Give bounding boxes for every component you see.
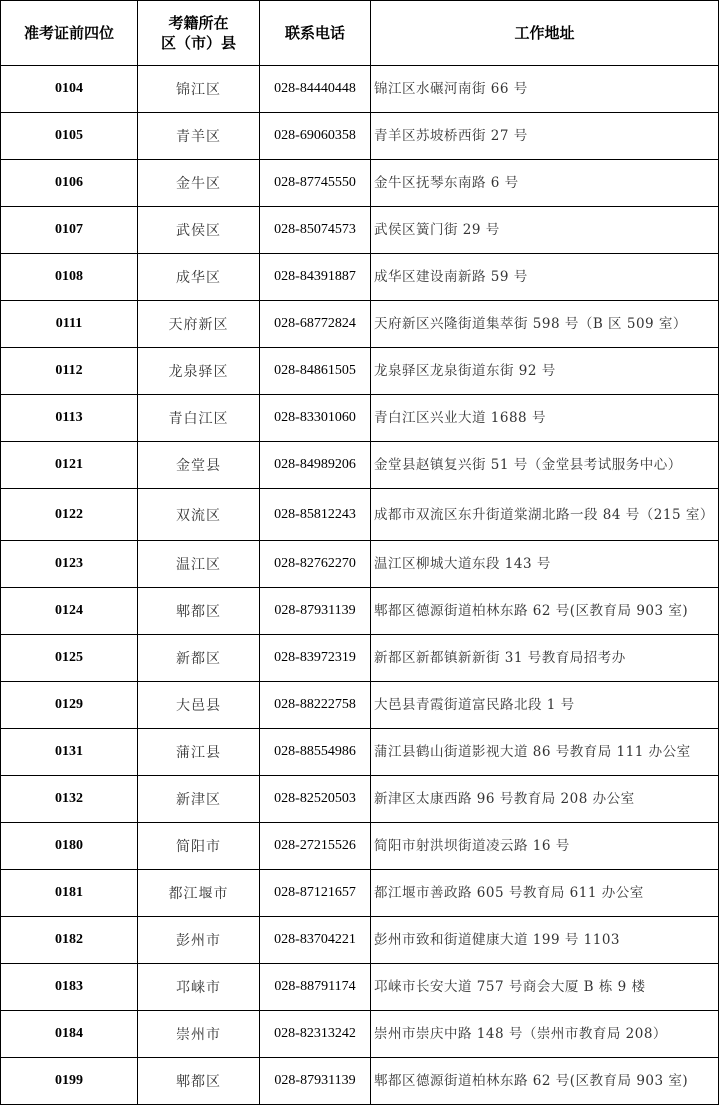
address-cell: 都江堰市善政路 605 号教育局 611 办公室 (371, 870, 719, 917)
address-cell: 简阳市射洪坝街道凌云路 16 号 (371, 823, 719, 870)
exam-code-cell: 0184 (1, 1011, 138, 1058)
address-cell: 金牛区抚琴东南路 6 号 (371, 160, 719, 207)
address-cell: 金堂县赵镇复兴街 51 号（金堂县考试服务中心） (371, 442, 719, 489)
exam-code-cell: 0111 (1, 301, 138, 348)
table-row (1, 823, 719, 870)
district-cell: 新津区 (138, 776, 260, 823)
district-cell: 双流区 (138, 489, 260, 541)
district-cell: 天府新区 (138, 301, 260, 348)
district-cell: 武侯区 (138, 207, 260, 254)
district-cell: 青白江区 (138, 395, 260, 442)
phone-cell: 028-88791174 (260, 964, 371, 1011)
header-district (138, 1, 260, 66)
table-row (1, 588, 719, 635)
phone-cell: 028-88554986 (260, 729, 371, 776)
address-cell: 成华区建设南新路 59 号 (371, 254, 719, 301)
exam-code-cell: 0112 (1, 348, 138, 395)
table-row (1, 964, 719, 1011)
phone-cell: 028-87745550 (260, 160, 371, 207)
address-cell: 蒲江县鹤山街道影视大道 86 号教育局 111 办公室 (371, 729, 719, 776)
exam-code-cell: 0181 (1, 870, 138, 917)
district-cell: 彭州市 (138, 917, 260, 964)
address-cell: 郫都区德源街道柏林东路 62 号(区教育局 903 室) (371, 1058, 719, 1105)
exam-code-cell: 0123 (1, 541, 138, 588)
table-row (1, 442, 719, 489)
table-row (1, 776, 719, 823)
exam-code-cell: 0104 (1, 66, 138, 113)
phone-cell: 028-85812243 (260, 489, 371, 541)
phone-cell: 028-83704221 (260, 917, 371, 964)
phone-cell: 028-84440448 (260, 66, 371, 113)
exam-code-cell: 0199 (1, 1058, 138, 1105)
district-cell: 邛崃市 (138, 964, 260, 1011)
table-row (1, 66, 719, 113)
table-row (1, 635, 719, 682)
address-cell: 青羊区苏坡桥西街 27 号 (371, 113, 719, 160)
header-district-line1: 考籍所在 (168, 14, 229, 32)
phone-cell: 028-84861505 (260, 348, 371, 395)
district-cell: 成华区 (138, 254, 260, 301)
address-cell: 武侯区簧门街 29 号 (371, 207, 719, 254)
district-cell: 温江区 (138, 541, 260, 588)
phone-cell: 028-68772824 (260, 301, 371, 348)
district-cell: 新都区 (138, 635, 260, 682)
table-row (1, 489, 719, 541)
phone-cell: 028-82313242 (260, 1011, 371, 1058)
district-cell: 都江堰市 (138, 870, 260, 917)
address-cell: 锦江区水碾河南街 66 号 (371, 66, 719, 113)
phone-cell: 028-87931139 (260, 588, 371, 635)
address-cell: 新津区太康西路 96 号教育局 208 办公室 (371, 776, 719, 823)
address-cell: 温江区柳城大道东段 143 号 (371, 541, 719, 588)
phone-cell: 028-88222758 (260, 682, 371, 729)
table-row (1, 1058, 719, 1105)
phone-cell: 028-27215526 (260, 823, 371, 870)
phone-cell: 028-84391887 (260, 254, 371, 301)
address-cell: 崇州市崇庆中路 148 号（崇州市教育局 208） (371, 1011, 719, 1058)
table-row (1, 395, 719, 442)
table-row (1, 682, 719, 729)
exam-code-cell: 0122 (1, 489, 138, 541)
phone-cell: 028-82762270 (260, 541, 371, 588)
header-district-line2: 区（市）县 (160, 34, 236, 52)
exam-code-cell: 0125 (1, 635, 138, 682)
address-cell: 龙泉驿区龙泉街道东街 92 号 (371, 348, 719, 395)
address-cell: 邛崃市长安大道 757 号商会大厦 B 栋 9 楼 (371, 964, 719, 1011)
district-cell: 蒲江县 (138, 729, 260, 776)
address-cell: 新都区新都镇新新街 31 号教育局招考办 (371, 635, 719, 682)
address-cell: 成都市双流区东升街道棠湖北路一段 84 号（215 室） (371, 489, 719, 541)
table-row (1, 348, 719, 395)
exam-code-cell: 0108 (1, 254, 138, 301)
exam-code-cell: 0129 (1, 682, 138, 729)
phone-cell: 028-85074573 (260, 207, 371, 254)
table-row (1, 207, 719, 254)
district-cell: 郫都区 (138, 1058, 260, 1105)
district-cell: 大邑县 (138, 682, 260, 729)
exam-code-cell: 0107 (1, 207, 138, 254)
district-cell: 郫都区 (138, 588, 260, 635)
address-cell: 彭州市致和街道健康大道 199 号 1103 (371, 917, 719, 964)
address-cell: 天府新区兴隆街道集萃街 598 号（B 区 509 室） (371, 301, 719, 348)
table-row (1, 729, 719, 776)
exam-code-cell: 0105 (1, 113, 138, 160)
district-cell: 金牛区 (138, 160, 260, 207)
header-address: 工作地址 (371, 1, 719, 66)
exam-code-cell: 0180 (1, 823, 138, 870)
exam-code-cell: 0106 (1, 160, 138, 207)
table-row (1, 160, 719, 207)
exam-code-cell: 0131 (1, 729, 138, 776)
table-header-row (1, 1, 719, 66)
phone-cell: 028-69060358 (260, 113, 371, 160)
table-row (1, 254, 719, 301)
exam-code-cell: 0183 (1, 964, 138, 1011)
table-row (1, 1011, 719, 1058)
address-cell: 郫都区德源街道柏林东路 62 号(区教育局 903 室) (371, 588, 719, 635)
table-body (1, 66, 719, 1105)
header-exam-code: 准考证前四位 (1, 1, 138, 66)
table-row (1, 301, 719, 348)
phone-cell: 028-83301060 (260, 395, 371, 442)
phone-cell: 028-87931139 (260, 1058, 371, 1105)
table-row (1, 113, 719, 160)
phone-cell: 028-87121657 (260, 870, 371, 917)
header-phone: 联系电话 (260, 1, 371, 66)
address-cell: 青白江区兴业大道 1688 号 (371, 395, 719, 442)
address-cell: 大邑县青霞街道富民路北段 1 号 (371, 682, 719, 729)
table-row (1, 870, 719, 917)
district-cell: 青羊区 (138, 113, 260, 160)
exam-code-cell: 0121 (1, 442, 138, 489)
phone-cell: 028-84989206 (260, 442, 371, 489)
phone-cell: 028-83972319 (260, 635, 371, 682)
exam-code-cell: 0182 (1, 917, 138, 964)
phone-cell: 028-82520503 (260, 776, 371, 823)
district-cell: 崇州市 (138, 1011, 260, 1058)
table-row (1, 541, 719, 588)
district-cell: 金堂县 (138, 442, 260, 489)
district-cell: 龙泉驿区 (138, 348, 260, 395)
exam-code-cell: 0132 (1, 776, 138, 823)
exam-code-cell: 0124 (1, 588, 138, 635)
district-cell: 简阳市 (138, 823, 260, 870)
district-cell: 锦江区 (138, 66, 260, 113)
table-row (1, 917, 719, 964)
exam-code-cell: 0113 (1, 395, 138, 442)
